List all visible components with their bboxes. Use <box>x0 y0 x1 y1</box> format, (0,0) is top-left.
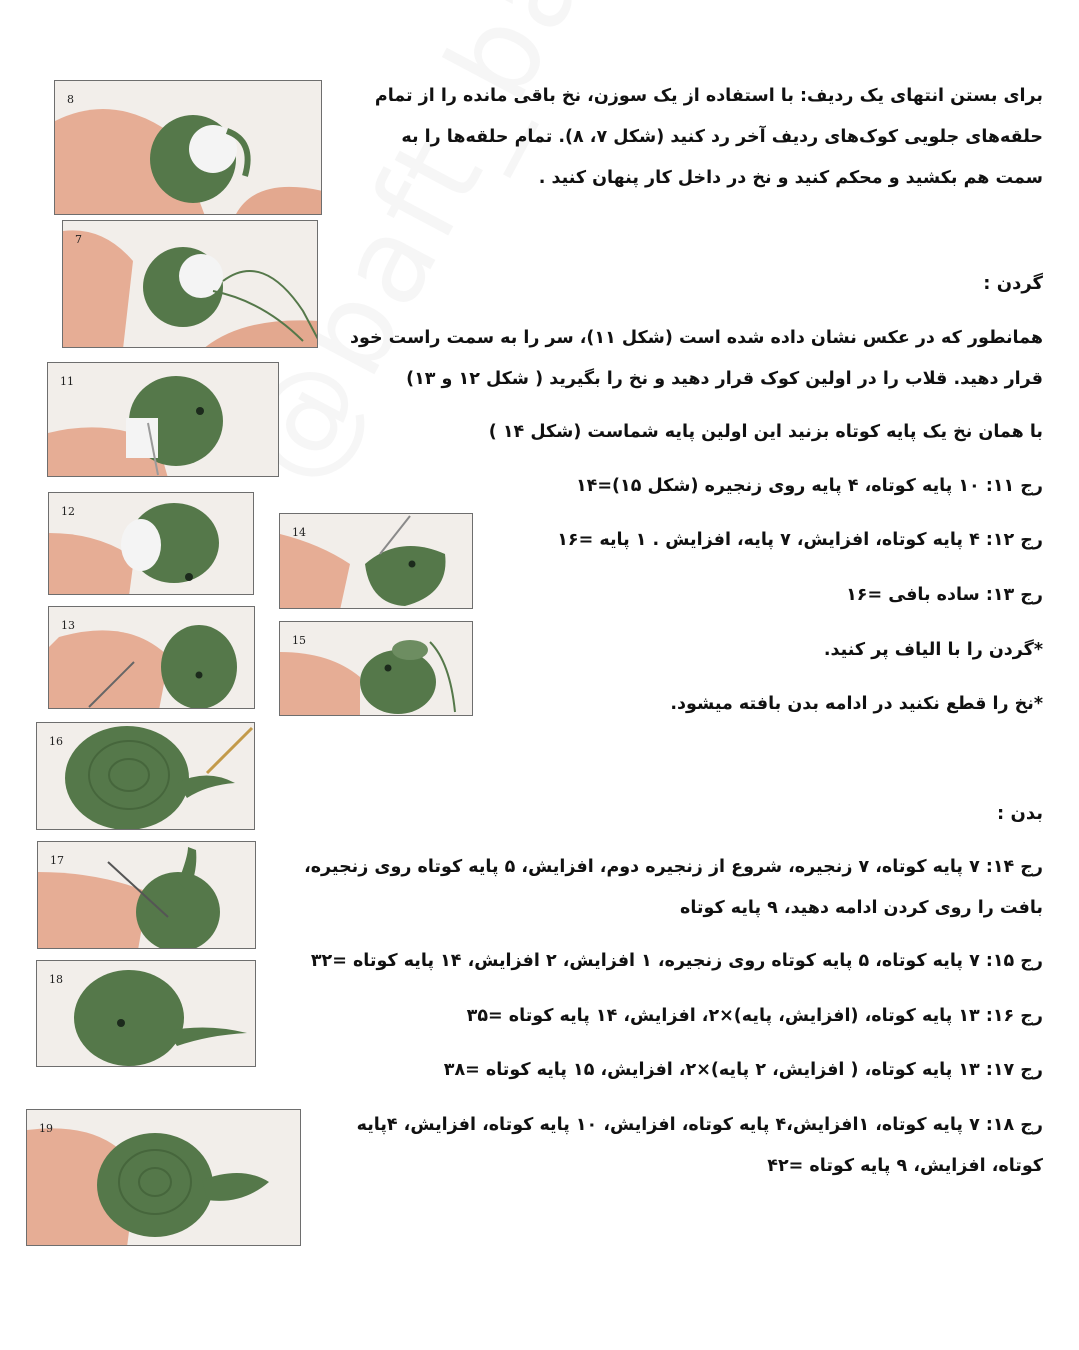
crochet-photo-image <box>280 622 473 716</box>
photo-step-14 <box>279 513 473 609</box>
photo-step-13 <box>48 606 255 709</box>
photo-step-7 <box>62 220 318 348</box>
photo-step-11 <box>47 362 279 477</box>
paragraph-neck-intro: همانطور که در عکس نشان داده شده است (شکل ۱۱)، سر را به سمت راست خود قرار دهید. قلاب را در اولین کوک قرار دهید و نخ را بگیرید ( شکل ۱۲ و ۱۳) <box>350 328 1043 389</box>
row-16-instruction: رج ۱۶: ۱۳ پایه کوتاه، (افزایش، پایه)×۲، افزایش، ۱۴ پایه کوتاه =۳۵ <box>466 1006 1043 1026</box>
crochet-photo-image <box>38 842 256 949</box>
photo-step-15 <box>279 621 473 716</box>
photo-step-18 <box>36 960 256 1067</box>
photo-number: 16 <box>49 735 63 748</box>
photo-number: 13 <box>61 619 75 632</box>
row-17-instruction: رج ۱۷: ۱۳ پایه کوتاه، ( افزایش، ۲ پایه)×۲، افزایش، ۱۵ پایه کوتاه =۳۸ <box>443 1060 1043 1080</box>
photo-number: 19 <box>39 1122 53 1135</box>
crochet-photo-image <box>49 493 254 595</box>
crochet-photo-image <box>55 81 322 215</box>
photo-number: 11 <box>60 375 74 388</box>
photo-number: 14 <box>292 526 306 539</box>
photo-number: 15 <box>292 634 306 647</box>
photo-number: 17 <box>50 854 64 867</box>
photo-step-16 <box>36 722 255 830</box>
photo-number: 8 <box>67 93 74 106</box>
photo-step-12 <box>48 492 254 595</box>
crochet-photo-image <box>27 1110 301 1246</box>
crochet-photo-image <box>63 221 318 348</box>
photo-number: 18 <box>49 973 63 986</box>
photo-step-17 <box>37 841 256 949</box>
note-stuff-neck: *گردن را با الیاف پر کنید. <box>823 640 1043 660</box>
row-13-instruction: رج ۱۳: ساده بافی =۱۶ <box>846 585 1043 605</box>
row-15-instruction: رج ۱۵: ۷ پایه کوتاه، ۵ پایه کوتاه روی زنجیره، ۱ افزایش، ۲ افزایش، ۱۴ پایه کوتاه =۳۲ <box>310 951 1043 971</box>
row-18-instruction: رج ۱۸: ۷ پایه کوتاه، ۱افزایش،۴ پایه کوتاه، افزایش، ۱۰ پایه کوتاه، افزایش، ۴پایه کوتاه، افزایش، ۹ پایه کوتاه =۴۲ <box>356 1115 1043 1176</box>
row-12-instruction: رج ۱۲: ۴ پایه کوتاه، افزایش، ۷ پایه، افزایش . ۱ پایه =۱۶ <box>557 530 1043 550</box>
row-11-instruction: رج ۱۱: ۱۰ پایه کوتاه، ۴ پایه روی زنجیره (شکل ۱۵)=۱۴ <box>575 476 1043 496</box>
paragraph-close-row: برای بستن انتهای یک ردیف: با استفاده از یک سوزن، نخ باقی مانده را از تمام حلقه‌های جلویی کوک‌های ردیف آخر رد کنید (شکل ۷، ۸). تمام حلقه‌ها را به سمت هم بکشید و محکم کنید و نخ در داخل کار پنهان کنید . <box>374 86 1043 188</box>
note-do-not-cut: *نخ را قطع نکنید در ادامه بدن بافته میشود. <box>670 694 1043 714</box>
crochet-photo-image <box>37 961 256 1067</box>
crochet-photo-image <box>37 723 255 830</box>
photo-step-19 <box>26 1109 301 1246</box>
crochet-photo-image <box>48 363 279 477</box>
photo-number: 12 <box>61 505 75 518</box>
section-heading-body: بدن : <box>997 803 1043 824</box>
photo-number: 7 <box>75 233 82 246</box>
photo-step-8 <box>54 80 322 215</box>
crochet-photo-image <box>49 607 255 709</box>
section-heading-neck: گردن : <box>983 273 1043 294</box>
crochet-photo-image <box>280 514 473 609</box>
paragraph-neck-first-stitch: با همان نخ یک پایه کوتاه بزنید این اولین پایه شماست (شکل ۱۴ ) <box>488 422 1043 442</box>
row-14-instruction: رج ۱۴: ۷ پایه کوتاه، ۷ زنجیره، شروع از زنجیره دوم، افزایش، ۵ پایه کوتاه روی زنجیره، بافت را روی کردن ادامه دهید، ۹ پایه کوتاه <box>304 857 1043 918</box>
